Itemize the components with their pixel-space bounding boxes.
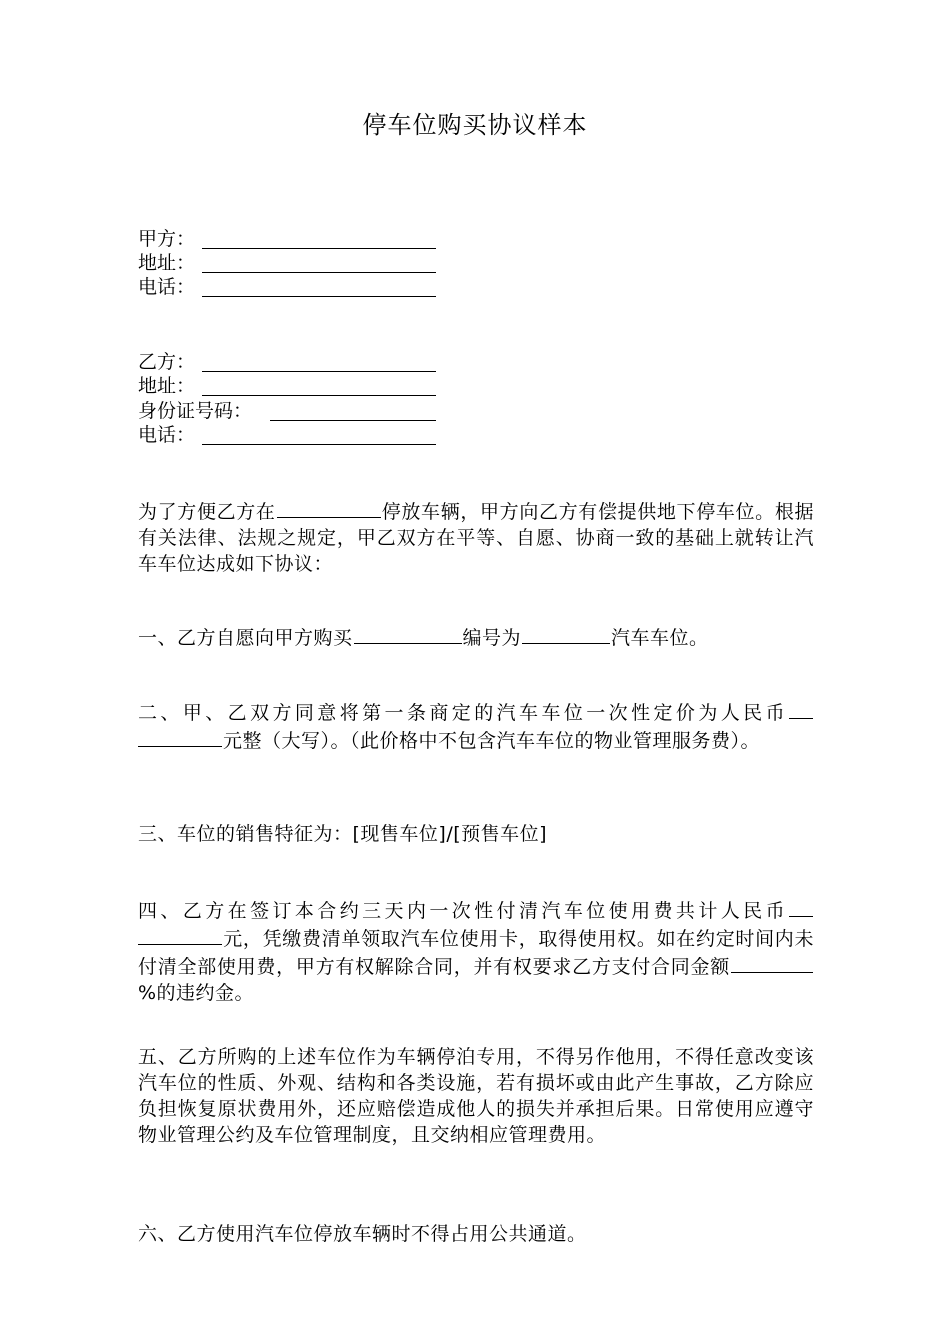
party-b-phone-field [138, 423, 195, 447]
party-a-address-label: 地址： [138, 252, 196, 274]
clause-4-text-1: 四、乙方在签订本合约三天内一次性付清汽车位使用费共计人民币 [138, 900, 788, 922]
party-a-address-blank [202, 251, 436, 275]
parking-number-blank [522, 623, 610, 644]
parking-location-blank [354, 623, 462, 644]
party-a-phone-blank [202, 275, 436, 299]
clause-2-text-1: 二、甲、乙双方同意将第一条商定的汽车车位一次性定价为人民币 [138, 702, 788, 724]
clause-1 [138, 623, 814, 651]
party-b-id-field [138, 399, 252, 423]
clause-2 [138, 698, 814, 754]
party-b-address-field [138, 374, 195, 398]
party-b-name-label: 乙方： [138, 351, 196, 373]
price-blank-part-1 [789, 698, 813, 719]
clause-1-text-3: 汽车车位。 [611, 627, 709, 649]
price-blank-part-2 [138, 726, 222, 747]
fee-blank-part-2 [138, 924, 222, 945]
party-a-name-field [138, 227, 195, 251]
document-title: 停车位购买协议样本 [362, 111, 588, 139]
party-b-phone-blank [202, 423, 436, 447]
penalty-percent-blank [731, 952, 813, 973]
party-a-phone-label: 电话： [138, 276, 196, 298]
fee-blank-part-1 [789, 896, 813, 917]
preamble-text-1: 为了方便乙方在 [138, 501, 276, 523]
clause-5: 五、乙方所购的上述车位作为车辆停泊专用，不得另作他用，不得任意改变该汽车位的性质、外观、结构和各类设施，若有损坏或由此产生事故，乙方除应负担恢复原状费用外，还应赔偿造成他人的损失并承担后果。日常使用应遵守物业管理公约及车位管理制度，且交纳相应管理费用。 [138, 1046, 814, 1146]
party-b-id-blank [270, 399, 436, 423]
party-b-name-blank [202, 350, 436, 374]
party-a-name-blank [202, 227, 436, 251]
clause-4-text-3: %的违约金。 [138, 982, 255, 1004]
clause-1-text-2: 编号为 [462, 627, 522, 649]
clause-1-text-1: 一、乙方自愿向甲方购买 [138, 627, 353, 649]
party-b-phone-label: 电话： [138, 424, 196, 446]
preamble-paragraph [138, 497, 814, 577]
clause-6: 六、乙方使用汽车位停放车辆时不得占用公共通道。 [138, 1223, 587, 1245]
party-b-name-field [138, 350, 195, 374]
party-b-id-label: 身份证号码： [138, 400, 253, 422]
preamble-text-2: 停放车辆，甲方向乙方有偿提供地下停车位。根据有关法律、法规之规定，甲乙双方在平等、自愿、协商一致的基础上就转让汽车车位达成如下协议： [138, 501, 814, 575]
party-a-name-label: 甲方： [138, 228, 196, 250]
clause-3: 三、车位的销售特征为：[现售车位]/[预售车位] [138, 823, 548, 845]
clause-4 [138, 896, 814, 1006]
party-a-address-field [138, 251, 195, 275]
clause-2-text-2: 元整（大写）。（此价格中不包含汽车车位的物业管理服务费）。 [223, 730, 761, 752]
party-b-address-blank [202, 374, 436, 398]
party-a-phone-field [138, 275, 195, 299]
party-b-address-label: 地址： [138, 375, 196, 397]
location-blank [277, 497, 381, 518]
clause-4-text-2: 元，凭缴费清单领取汽车位使用卡，取得使用权。如在约定时间内未付清全部使用费，甲方有权解除合同，并有权要求乙方支付合同金额 [138, 928, 814, 978]
